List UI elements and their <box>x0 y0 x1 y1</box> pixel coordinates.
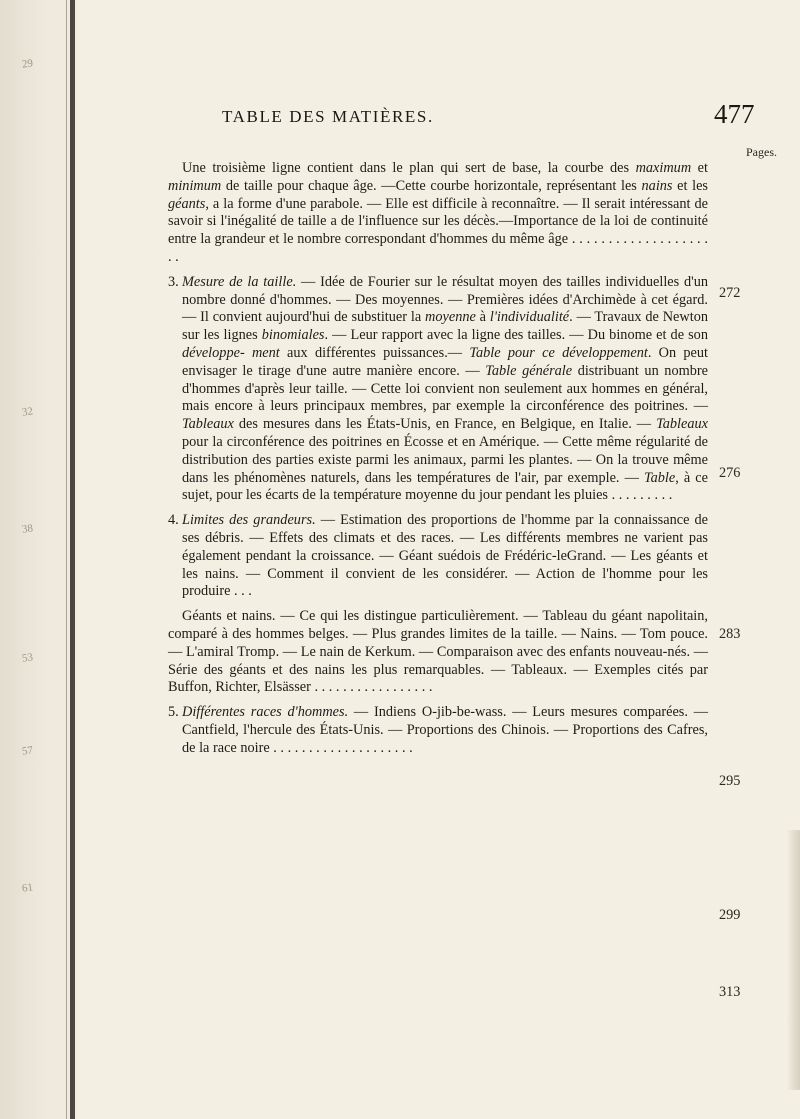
page-ref-283: 283 <box>719 626 741 642</box>
bleed-through-number: 57 <box>21 744 34 758</box>
page-ref-295: 295 <box>719 773 741 789</box>
entry-number: 3. <box>168 273 179 290</box>
page-ref-272: 272 <box>719 285 741 301</box>
binding-edge <box>70 0 75 1119</box>
bleed-through-number: 38 <box>21 522 34 536</box>
bleed-through-number: 61 <box>21 881 34 895</box>
bleed-through-number: 29 <box>21 57 34 71</box>
toc-entry-4: 4. Limites des grandeurs. — Estimation des proportions de l'homme par la connaissance de ses débris. — Effets des climats et des races. — Les différents membres ne varient pas également pendant la croissance. — Géant suédois de Frédéric-leGrand. — Les géants et les nains. — Comment il convient de les considérer. — Action de l'homme pour les produire . . . <box>168 512 708 600</box>
gutter-shadow <box>66 0 67 1119</box>
bleed-through-number: 53 <box>21 651 34 665</box>
toc-entry-continuation: Une troisième ligne contient dans le plan qui sert de base, la courbe des maximum et minimum de taille pour chaque âge. —Cette courbe horizontale, représentant les nains et les géants, a la forme d'une parabole. — Elle est difficile à reconnaître. — Il serait intéressant de savoir si l'inégalité de taille a de l'influence sur les décès.—Importance de la loi de continuité entre la grandeur et le nombre correspondant d'hommes du même âge . . . . . . . . . . . . . . . . . . . . . <box>168 160 708 265</box>
pages-column-label: Pages. <box>746 145 777 159</box>
page-ref-299: 299 <box>719 907 741 923</box>
toc-entry-4-giants: Géants et nains. — Ce qui les distingue particulièrement. — Tableau du géant napolitain, comparé à des hommes belges. — Plus grandes limites de la taille. — Nains. — Tom pouce. — L'amiral Tromp. — Le nain de Kerkum. — Comparaison avec des enfants nouveau-nés. — Série des géants et des nains les plus remarquables. — Tableaux. — Exemples cités par Buffon, Richter, Elsässer . . . . . . . . . . . . . . . . . <box>168 608 708 696</box>
page-ref-276: 276 <box>719 465 741 481</box>
running-head: TABLE DES MATIÈRES. <box>222 107 434 126</box>
entry-number: 4. <box>168 512 179 529</box>
toc-text-block <box>168 160 708 758</box>
toc-entry-3: 3. Mesure de la taille. — Idée de Fourier sur le résultat moyen des tailles individuelles d'un nombre donné d'hommes. — Des moyennes. — Premières idées d'Archimède à cet égard. — Il convient aujourd'hui de substituer la moyenne à l'individualité. — Travaux de Newton sur les lignes binomiales. — Leur rapport avec la ligne des tailles. — Du binome et de son développe- ment aux différentes puissances.— Table pour ce développement. On peut envisager le tirage d'une autre manière encore. — Table générale distribuant un nombre d'hommes d'après leur taille. — Cette loi convient non seulement aux hommes en général, mais encore à leurs principaux membres, par exemple la circonférence des poitrines. — Tableaux des mesures dans les États-Unis, en France, en Belgique, en Italie. — Tableaux pour la circonférence des poitrines en Écosse et en Amérique. — Cette même régularité de distribution des parties existe parmi les animaux, parmi les plantes. — On la trouve même dans les phénomènes naturels, dans les températures de l'air, par exemple. — Table, à ce sujet, pour les écarts de la température moyenne du jour pendant les pluies . . . . . . . . . <box>168 273 709 504</box>
toc-entry-5: 5. Différentes races d'hommes. — Indiens O-jib-be-wass. — Leurs mesures comparées. — Cantfield, l'hercule des États-Unis. — Proportions des Chinois. — Proportions des Cafres, de la race noire . . . . . . . . . . . . . . . . . . . . <box>168 704 708 756</box>
page-edge-shadow <box>786 830 800 1090</box>
page-number: 477 <box>714 99 755 129</box>
page-ref-313: 313 <box>719 984 741 1000</box>
bleed-through-number: 32 <box>21 405 34 419</box>
entry-number: 5. <box>168 704 179 721</box>
